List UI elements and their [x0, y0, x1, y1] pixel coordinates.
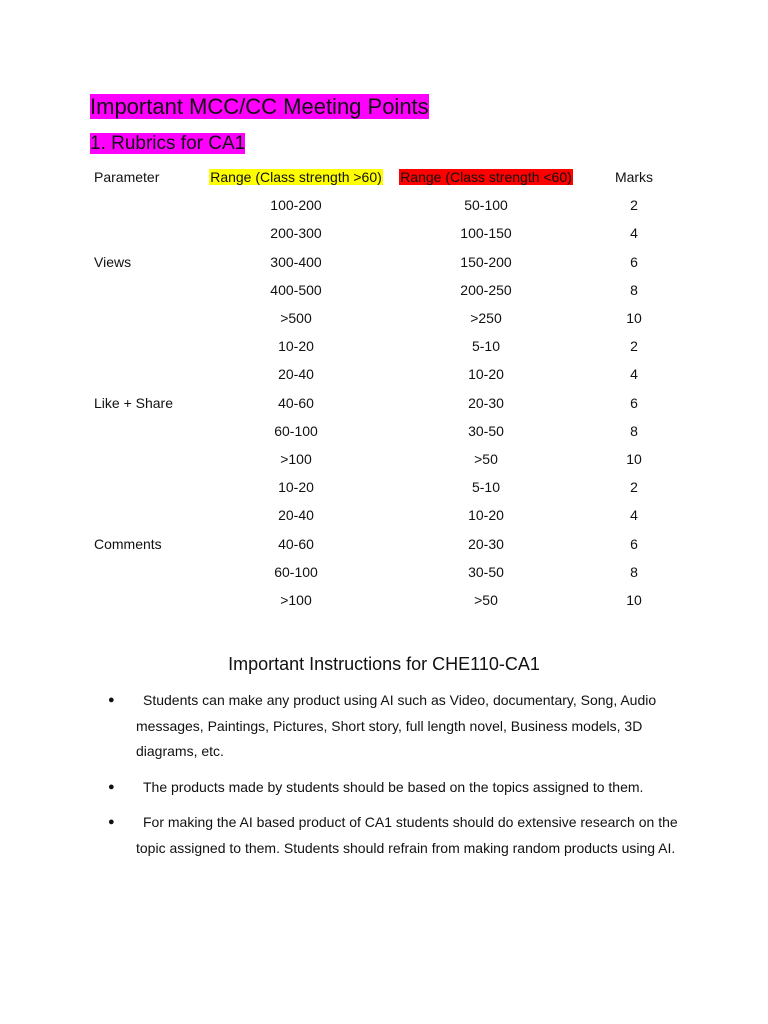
range-low-cell: >50: [474, 591, 498, 608]
range-high-cell: 40-60: [278, 394, 314, 411]
table-row: [86, 248, 684, 276]
range-high-cell: 100-200: [270, 197, 322, 214]
marks-cell: 4: [630, 225, 638, 242]
rubric-table: [86, 163, 684, 614]
list-item: [108, 688, 688, 765]
range-high-cell: 400-500: [270, 281, 322, 298]
marks-cell: 8: [630, 422, 638, 439]
parameter-cell: [86, 360, 204, 388]
instruction-text: Students can make any product using AI such as Video, documentary, Song, Audio messages, Paintings, Pictures, Short story, full length novel, Business models, 3D diagrams, etc.: [136, 692, 657, 759]
instruction-text: The products made by students should be based on the topics assigned to them.: [143, 778, 644, 795]
parameter-cell: [86, 276, 204, 304]
header-range-low-text: Range (Class strength <60): [400, 169, 572, 186]
section-subtitle: [90, 132, 245, 156]
table-row: [86, 473, 684, 501]
range-high-cell: 10-20: [278, 338, 314, 355]
list-item: [108, 775, 688, 801]
instruction-text: For making the AI based product of CA1 students should do extensive research on the topic assigned to them. Students should refrain from making random products using AI.: [136, 814, 678, 856]
parameter-cell: [86, 501, 204, 529]
range-low-cell: 50-100: [464, 197, 508, 214]
table-row: [86, 219, 684, 247]
range-high-cell: 40-60: [278, 535, 314, 552]
table-row: [86, 529, 684, 557]
range-low-cell: 10-20: [468, 507, 504, 524]
table-row: [86, 191, 684, 219]
range-high-cell: >500: [280, 310, 312, 327]
parameter-cell-like-share: Like + Share: [94, 394, 173, 411]
page-title: [90, 93, 429, 121]
parameter-cell-views: Views: [94, 253, 132, 270]
parameter-cell: [86, 332, 204, 360]
table-row: [86, 332, 684, 360]
instructions-list: [108, 688, 688, 871]
table-row: [86, 445, 684, 473]
range-high-cell: 60-100: [274, 422, 318, 439]
range-high-cell: 10-20: [278, 479, 314, 496]
range-high-cell: >100: [280, 450, 312, 467]
bullet-icon: ●: [108, 816, 115, 828]
table-row: [86, 276, 684, 304]
marks-cell: 4: [630, 507, 638, 524]
header-range-low: [388, 163, 584, 191]
range-low-cell: 200-250: [460, 281, 512, 298]
marks-cell: 4: [630, 366, 638, 383]
range-low-cell: 5-10: [471, 479, 501, 496]
header-parameter: Parameter: [94, 169, 160, 186]
range-low-cell: 20-30: [468, 394, 504, 411]
range-low-cell: 30-50: [468, 563, 504, 580]
marks-cell: 8: [630, 563, 638, 580]
range-high-cell: 20-40: [278, 507, 314, 524]
marks-cell: 2: [630, 479, 638, 496]
parameter-cell: [86, 473, 204, 501]
marks-cell: 10: [626, 591, 642, 608]
table-row: [86, 501, 684, 529]
table-row: [86, 360, 684, 388]
parameter-cell-comments: Comments: [94, 535, 162, 552]
header-marks: Marks: [614, 169, 654, 186]
section-subtitle-text: 1. Rubrics for CA1: [90, 133, 246, 154]
bullet-icon: ●: [108, 780, 115, 793]
marks-cell: 10: [626, 450, 642, 467]
rubric-header-row: [86, 163, 684, 191]
parameter-cell: [86, 219, 204, 247]
parameter-cell: [86, 558, 204, 586]
parameter-cell: [86, 445, 204, 473]
parameter-cell: [86, 417, 204, 445]
range-low-cell: 5-10: [471, 338, 501, 355]
header-range-high: [204, 163, 388, 191]
page-title-text: Important MCC/CC Meeting Points: [90, 94, 429, 119]
table-row: [86, 417, 684, 445]
header-range-high-text: Range (Class strength >60): [210, 169, 382, 186]
table-row: [86, 558, 684, 586]
table-row: [86, 389, 684, 417]
range-low-cell: >50: [474, 450, 498, 467]
range-high-cell: 300-400: [270, 253, 322, 270]
bullet-icon: ●: [108, 694, 115, 706]
instructions-heading: Important Instructions for CHE110-CA1: [228, 654, 540, 674]
parameter-cell: [86, 191, 204, 219]
marks-cell: 10: [626, 310, 642, 327]
range-high-cell: 200-300: [270, 225, 322, 242]
range-low-cell: 150-200: [460, 253, 512, 270]
range-high-cell: >100: [280, 591, 312, 608]
table-row: [86, 304, 684, 332]
range-high-cell: 20-40: [278, 366, 314, 383]
marks-cell: 6: [630, 253, 638, 270]
list-item: [108, 810, 688, 861]
marks-cell: 2: [630, 338, 638, 355]
range-low-cell: 100-150: [460, 225, 512, 242]
parameter-cell: [86, 304, 204, 332]
marks-cell: 2: [630, 197, 638, 214]
range-low-cell: 30-50: [468, 422, 504, 439]
table-row: [86, 586, 684, 614]
range-low-cell: 20-30: [468, 535, 504, 552]
marks-cell: 6: [630, 394, 638, 411]
range-low-cell: >250: [470, 310, 502, 327]
range-low-cell: 10-20: [468, 366, 504, 383]
parameter-cell: [86, 586, 204, 614]
range-high-cell: 60-100: [274, 563, 318, 580]
marks-cell: 6: [630, 535, 638, 552]
marks-cell: 8: [630, 281, 638, 298]
